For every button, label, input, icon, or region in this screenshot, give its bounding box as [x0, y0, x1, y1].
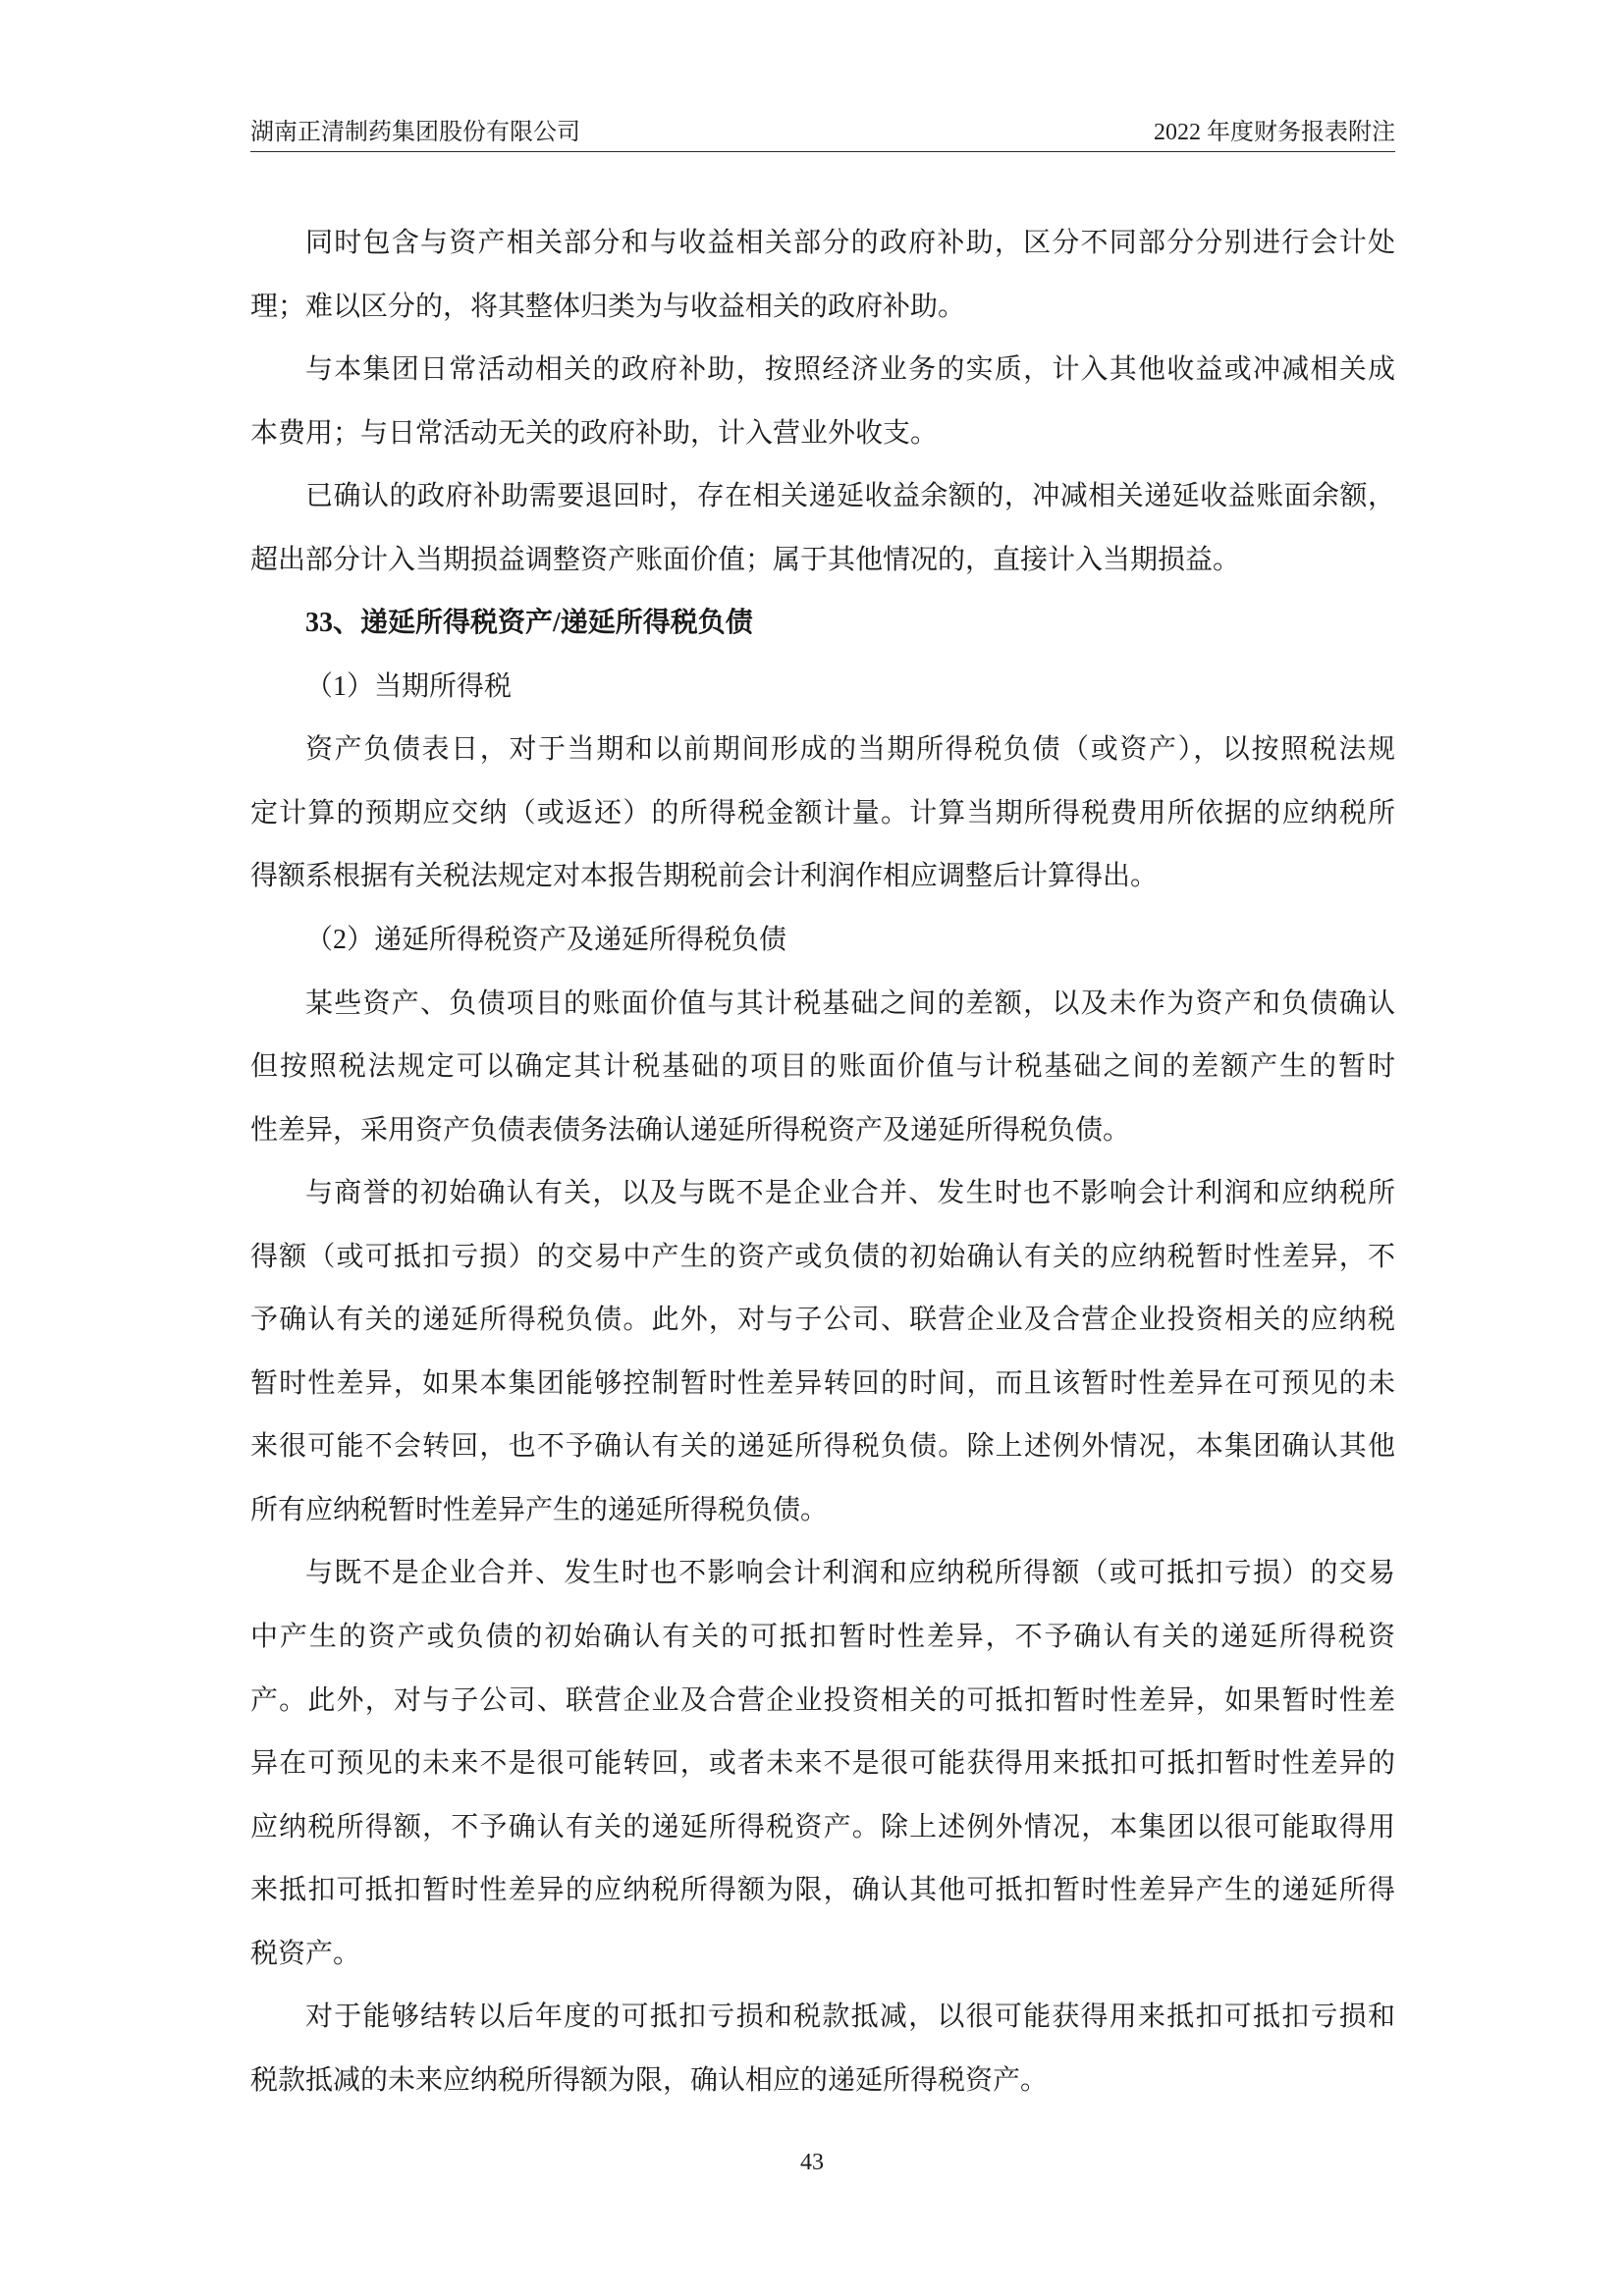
paragraph-line: 暂时性差异，如果本集团能够控制暂时性差异转回的时间，而且该暂时性差异在可预见的未: [250, 1367, 1395, 1399]
header-company-name: 湖南正清制药集团股份有限公司: [250, 120, 580, 145]
page-number: 43: [800, 2150, 824, 2175]
paragraph-5: [250, 973, 1395, 1163]
paragraph-6: [250, 1162, 1395, 1542]
paragraph-line: 对于能够结转以后年度的可抵扣亏损和税款抵减，以很可能获得用来抵扣可抵扣亏损和: [305, 2002, 1395, 2033]
header-report-title: 2022 年度财务报表附注: [1154, 120, 1395, 145]
paragraph-line: 定计算的预期应交纳（或返还）的所得税金额计量。计算当期所得税费用所依据的应纳税所: [250, 797, 1395, 828]
paragraph-line: 超出部分计入当期损益调整资产账面价值；属于其他情况的，直接计入当期损益。: [250, 544, 1241, 575]
paragraph-line: 应纳税所得额，不予确认有关的递延所得税资产。除上述例外情况，本集团以很可能取得用: [250, 1811, 1395, 1842]
subsection-heading-1: （1）当期所得税: [305, 670, 513, 702]
paragraph-line: 得额系根据有关税法规定对本报告期税前会计利润作相应调整后计算得出。: [250, 861, 1159, 892]
paragraph-line: 中产生的资产或负债的初始确认有关的可抵扣暂时性差异，不予确认有关的递延所得税资: [250, 1622, 1395, 1653]
paragraph-4: [250, 719, 1395, 909]
paragraph-line: 予确认有关的递延所得税负债。此外，对与子公司、联营企业及合营企业投资相关的应纳税: [250, 1305, 1395, 1336]
section-heading: 33、递延所得税资产/递延所得税负债: [305, 608, 753, 639]
paragraph-7: [250, 1542, 1395, 1986]
paragraph-3: [250, 465, 1395, 592]
paragraph-line: 来抵扣可抵扣暂时性差异的应纳税所得额为限，确认其他可抵扣暂时性差异产生的递延所得: [250, 1875, 1395, 1906]
paragraph-line: 所有应纳税暂时性差异产生的递延所得税负债。: [250, 1494, 829, 1525]
paragraph-line: 某些资产、负债项目的账面价值与其计税基础之间的差额，以及未作为资产和负债确认: [305, 988, 1395, 1019]
document-body: [250, 212, 1395, 2112]
subsection-heading-2: （2）递延所得税资产及递延所得税负债: [305, 925, 787, 956]
paragraph-2: [250, 339, 1395, 465]
paragraph-8: [250, 1986, 1395, 2112]
paragraph-line: 资产负债表日，对于当期和以前期间形成的当期所得税负债（或资产），以按照税法规: [305, 734, 1395, 766]
paragraph-line: 异在可预见的未来不是很可能转回，或者未来不是很可能获得用来抵扣可抵扣暂时性差异的: [250, 1748, 1395, 1780]
paragraph-line: 理；难以区分的，将其整体归类为与收益相关的政府补助。: [250, 291, 966, 322]
paragraph-line: 性差异，采用资产负债表债务法确认递延所得税资产及递延所得税负债。: [250, 1114, 1131, 1146]
paragraph-line: 产。此外，对与子公司、联营企业及合营企业投资相关的可抵扣暂时性差异，如果暂时性差: [250, 1684, 1395, 1716]
paragraph-line: 同时包含与资产相关部分和与收益相关部分的政府补助，区分不同部分分别进行会计处: [305, 228, 1395, 258]
header-divider: [250, 151, 1395, 152]
paragraph-line: 税款抵减的未来应纳税所得额为限，确认相应的递延所得税资产。: [250, 2064, 1049, 2096]
paragraph-line: 来很可能不会转回，也不予确认有关的递延所得税负债。除上述例外情况，本集团确认其他: [250, 1431, 1395, 1463]
paragraph-line: 已确认的政府补助需要退回时，存在相关递延收益余额的，冲减相关递延收益账面余额，: [305, 481, 1395, 512]
paragraph-line: 得额（或可抵扣亏损）的交易中产生的资产或负债的初始确认有关的应纳税暂时性差异，不: [250, 1241, 1395, 1272]
paragraph-line: 但按照税法规定可以确定其计税基础的项目的账面价值与计税基础之间的差额产生的暂时: [250, 1051, 1395, 1083]
paragraph-line: 与既不是企业合并、发生时也不影响会计利润和应纳税所得额（或可抵扣亏损）的交易: [305, 1558, 1395, 1589]
paragraph-line: 与商誉的初始确认有关，以及与既不是企业合并、发生时也不影响会计利润和应纳税所: [305, 1178, 1395, 1209]
paragraph-1: [250, 212, 1395, 339]
paragraph-line: 与本集团日常活动相关的政府补助，按照经济业务的实质，计入其他收益或冲减相关成: [305, 354, 1395, 386]
paragraph-line: 本费用；与日常活动无关的政府补助，计入营业外收支。: [250, 417, 939, 449]
paragraph-line: 税资产。: [250, 1938, 361, 1969]
